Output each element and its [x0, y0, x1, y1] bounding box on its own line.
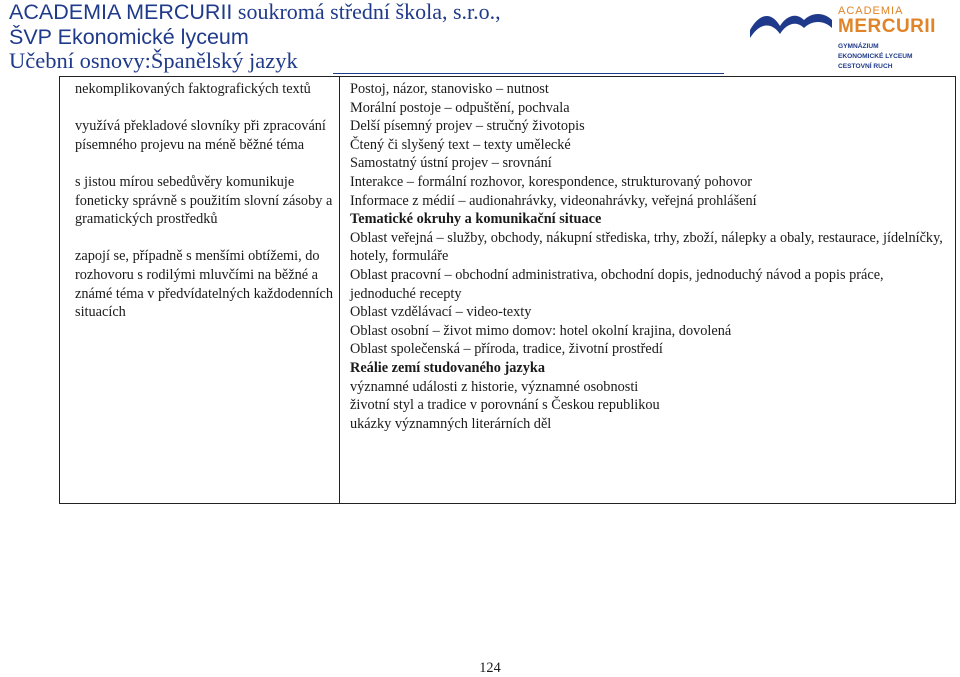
- header-line-1: [9, 0, 749, 25]
- logo-subtitle: [838, 42, 913, 72]
- page-number: 124: [479, 660, 501, 676]
- outcome-item: s jistou mírou sebedůvěry komunikuje foneticky správně s použitím slovní zásoby a gramatických prostředků: [75, 173, 333, 228]
- content-line: Oblast pracovní – obchodní administrativa, obchodní dopis, jednoduchý návod a popis práce, jednoduché recepty: [350, 266, 888, 302]
- header-school-name: ACADEMIA MERCURII: [9, 0, 233, 24]
- logo-mercurii: MERCURII: [838, 16, 936, 37]
- outcome-item: zapojí se, případně s menšími obtížemi, do rozhovoru s rodilými mluvčími na běžné a známé téma v předvídatelných každodenních situacích: [75, 248, 334, 321]
- section-heading: Tematické okruhy a komunikační situace: [350, 211, 602, 228]
- content-line: Oblast veřejná – služby, obchody, nákupní střediska, trhy, zboží, nálepky a obaly, restaurace, jídelníčky, hotely, formuláře: [350, 229, 947, 265]
- academia-mercurii-logo: [746, 4, 956, 84]
- content-line: Informace z médií – audionahrávky, videonahrávky, veřejná prohlášení: [350, 192, 757, 209]
- logo-wave-icon: [746, 6, 836, 46]
- header-syllabus: Učební osnovy:Španělský jazyk: [9, 48, 298, 73]
- outcome-item: využívá překladové slovníky při zpracování písemného projevu na méně běžné téma: [75, 118, 326, 153]
- header-school-type: soukromá střední škola, s.r.o.,: [232, 0, 501, 24]
- logo-sub-3: CESTOVNÍ RUCH: [838, 63, 893, 70]
- section-heading: Reálie zemí studovaného jazyka: [350, 359, 545, 376]
- logo-academia: ACADEMIA: [838, 5, 904, 17]
- content-line: Morální postoje – odpuštění, pochvala: [350, 99, 570, 116]
- content-column: [350, 80, 950, 433]
- logo-wordmark: [838, 4, 936, 37]
- logo-sub-2: EKONOMICKÉ LYCEUM: [838, 53, 913, 60]
- content-line: ukázky významných literárních děl: [350, 415, 552, 432]
- content-line: Oblast společenská – příroda, tradice, životní prostředí: [350, 341, 663, 358]
- content-line: životní styl a tradice v porovnání s Českou republikou: [350, 397, 660, 414]
- content-line: Čtený či slyšený text – texty umělecké: [350, 136, 571, 153]
- header-program: ŠVP Ekonomické lyceum: [9, 24, 249, 49]
- content-line: Postoj, názor, stanovisko – nutnost: [350, 81, 549, 97]
- table-column-divider: [339, 76, 340, 504]
- document-header: [9, 0, 749, 74]
- content-line: významné události z historie, významné osobnosti: [350, 378, 639, 395]
- content-line: Oblast vzdělávací – video-texty: [350, 304, 532, 321]
- header-underline: [333, 73, 724, 74]
- logo-sub-1: GYMNÁZIUM: [838, 43, 879, 50]
- content-line: Samostatný ústní projev – srovnání: [350, 155, 552, 172]
- content-line: Interakce – formální rozhovor, korespondence, strukturovaný pohovor: [350, 173, 752, 190]
- outcome-item: nekomplikovaných faktografických textů: [75, 81, 311, 97]
- content-line: Delší písemný projev – stručný životopis: [350, 118, 585, 135]
- outcomes-column: [75, 80, 337, 340]
- content-line: Oblast osobní – život mimo domov: hotel okolní krajina, dovolená: [350, 322, 732, 339]
